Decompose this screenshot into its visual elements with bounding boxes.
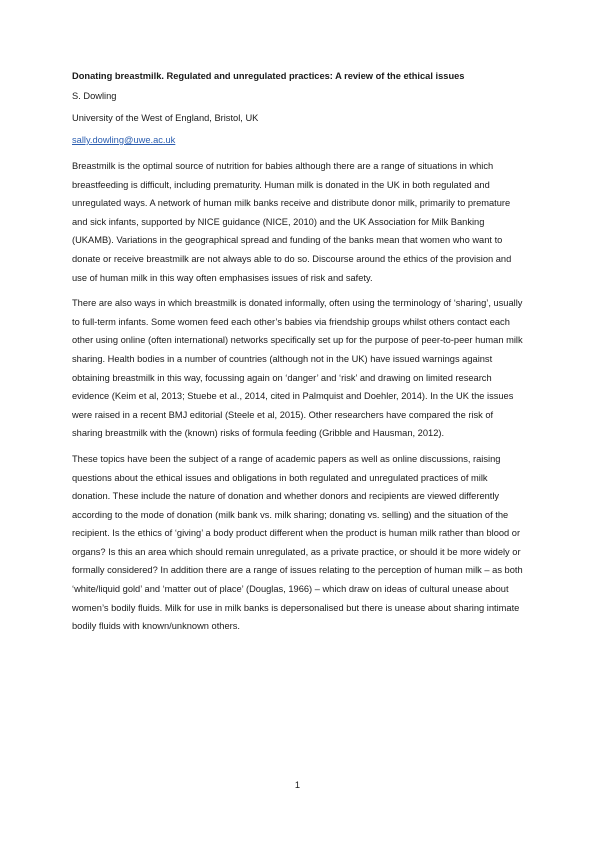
author-affiliation: University of the West of England, Bristol, UK xyxy=(72,113,259,123)
page-number: 1 xyxy=(294,780,301,790)
document-page xyxy=(72,70,526,643)
paragraph: There are also ways in which breastmilk is donated informally, often using the terminology of ‘sharing’, usually to full-term infants. Some women feed each other’s babies via friendship groups whilst others contact each other using online (often international) networks specifically set up for the purpose of peer-to-peer human milk sharing. Health bodies in a number of countries (although not in the UK) have issued warnings against obtaining breastmilk in this way, focussing again on ‘danger’ and ‘risk’ and drawing on limited research evidence (Keim et al, 2013; Stuebe et al., 2014, cited in Palmquist and Doehler, 2014). In the UK the issues were raised in a recent BMJ editorial (Steele et al, 2015). Other researchers have compared the risk of sharing breastmilk with the (known) risks of formula feeding (Gribble and Hausman, 2012). xyxy=(72,298,523,439)
paragraph: Breastmilk is the optimal source of nutrition for babies although there are a range of situations in which breastfeeding is difficult, including prematurity. Human milk is donated in the UK in both regulated and unregulated ways. A network of human milk banks receive and distribute donor milk, primarily to premature and sick infants, supported by NICE guidance (NICE, 2010) and the UK Association for Milk Banking (UKAMB). Variations in the geographical spread and funding of the banks mean that women who want to donate or receive breastmilk are not always able to do so. Discourse around the ethics of the provision and use of human milk in this way often emphasises issues of risk and safety. xyxy=(72,161,512,283)
author-name: S. Dowling xyxy=(72,91,117,101)
author-email-link[interactable]: sally.dowling@uwe.ac.uk xyxy=(72,135,176,145)
paper-title: Donating breastmilk. Regulated and unregulated practices: A review of the ethical issues xyxy=(72,71,465,81)
paragraph: These topics have been the subject of a range of academic papers as well as online discussions, raising questions about the ethical issues and obligations in both regulated and unregulated practices of milk donation. These include the nature of donation and whether donors and recipients are viewed differently according to the mode of donation (milk bank vs. milk sharing; donating vs. selling) and the situation of the recipient. Is the ethics of ‘giving’ a body product different when the product is human milk rather than blood or organs? Is this an area which should remain unregulated, as a private practice, or should it be more widely or formally considered? In addition there are a range of issues relating to the perception of human milk – as both ‘white/liquid gold’ and ‘matter out of place’ (Douglas, 1966) – which draw on ideas of cultural unease about women’s bodily fluids. Milk for use in milk banks is depersonalised but there is unease about sharing intimate bodily fluids with known/unknown others. xyxy=(72,453,523,632)
